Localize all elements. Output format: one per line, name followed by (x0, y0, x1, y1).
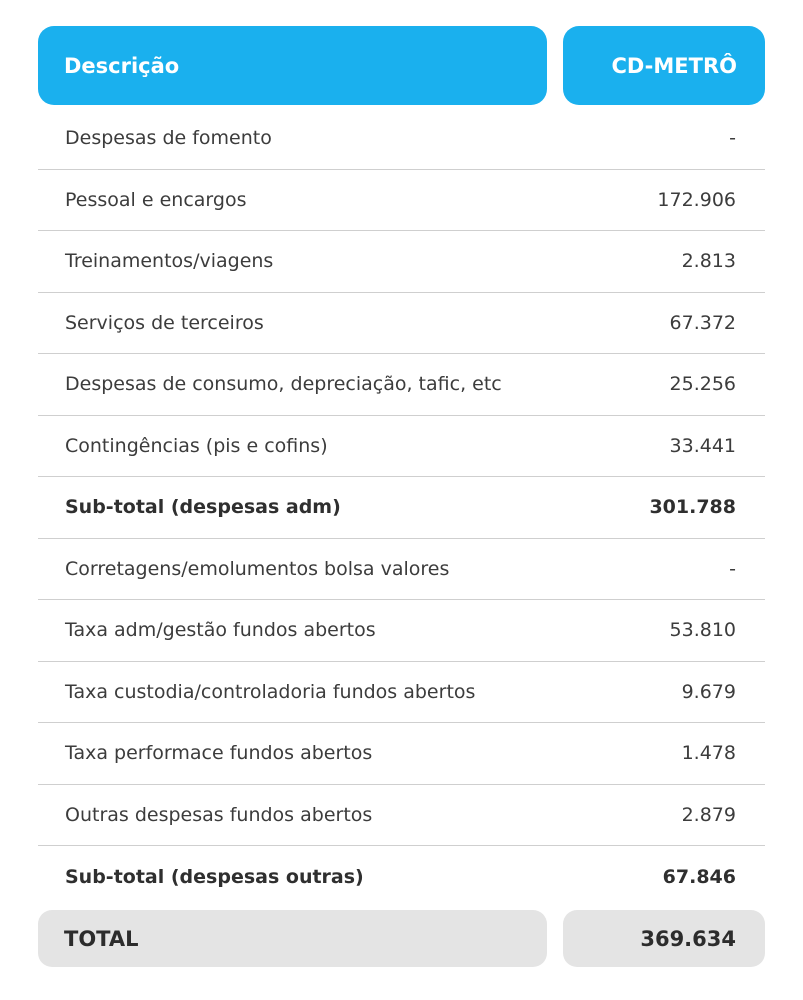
row-label: Pessoal e encargos (65, 188, 247, 211)
table-row (38, 293, 765, 355)
row-label: Treinamentos/viagens (65, 250, 274, 273)
table-row (38, 662, 765, 724)
table-row (38, 354, 765, 416)
table-row (38, 416, 765, 478)
row-value: 53.810 (669, 619, 736, 642)
row-label: Taxa custodia/controladoria fundos abertos (65, 680, 476, 703)
table-row (38, 539, 765, 601)
total-label-cell (38, 910, 547, 967)
expense-table (38, 108, 765, 908)
header-value (563, 26, 765, 105)
row-value: 301.788 (649, 496, 736, 519)
row-label: Contingências (pis e cofins) (65, 434, 328, 457)
row-value: 9.679 (681, 680, 736, 703)
row-value: 1.478 (681, 742, 736, 765)
header-value-label: CD-METRÔ (611, 53, 737, 78)
row-label: Taxa adm/gestão fundos abertos (65, 619, 376, 642)
total-value-cell (563, 910, 765, 967)
table-row (38, 170, 765, 232)
table-row (38, 600, 765, 662)
subtotal-row-adm (38, 477, 765, 539)
row-label: Sub-total (despesas adm) (65, 496, 341, 519)
row-value: 2.879 (681, 803, 736, 826)
row-value: 172.906 (657, 188, 736, 211)
row-label: Corretagens/emolumentos bolsa valores (65, 557, 450, 580)
row-value: 25.256 (669, 373, 736, 396)
row-value: 67.846 (662, 865, 736, 888)
row-value: - (729, 127, 736, 150)
row-label: Outras despesas fundos abertos (65, 803, 373, 826)
subtotal-row-outras (38, 846, 765, 908)
row-value: 67.372 (669, 311, 736, 334)
row-value: - (729, 557, 736, 580)
header-description-label: Descrição (64, 53, 180, 78)
row-value: 33.441 (669, 434, 736, 457)
total-value: 369.634 (640, 926, 736, 951)
table-row (38, 108, 765, 170)
row-value: 2.813 (681, 250, 736, 273)
table-row (38, 785, 765, 847)
row-label: Taxa performace fundos abertos (65, 742, 373, 765)
row-label: Despesas de consumo, depreciação, tafic, etc (65, 373, 502, 396)
row-label: Sub-total (despesas outras) (65, 865, 364, 888)
header-description (38, 26, 547, 105)
table-row (38, 723, 765, 785)
total-label: TOTAL (64, 926, 139, 951)
row-label: Despesas de fomento (65, 127, 272, 150)
row-label: Serviços de terceiros (65, 311, 264, 334)
table-row (38, 231, 765, 293)
